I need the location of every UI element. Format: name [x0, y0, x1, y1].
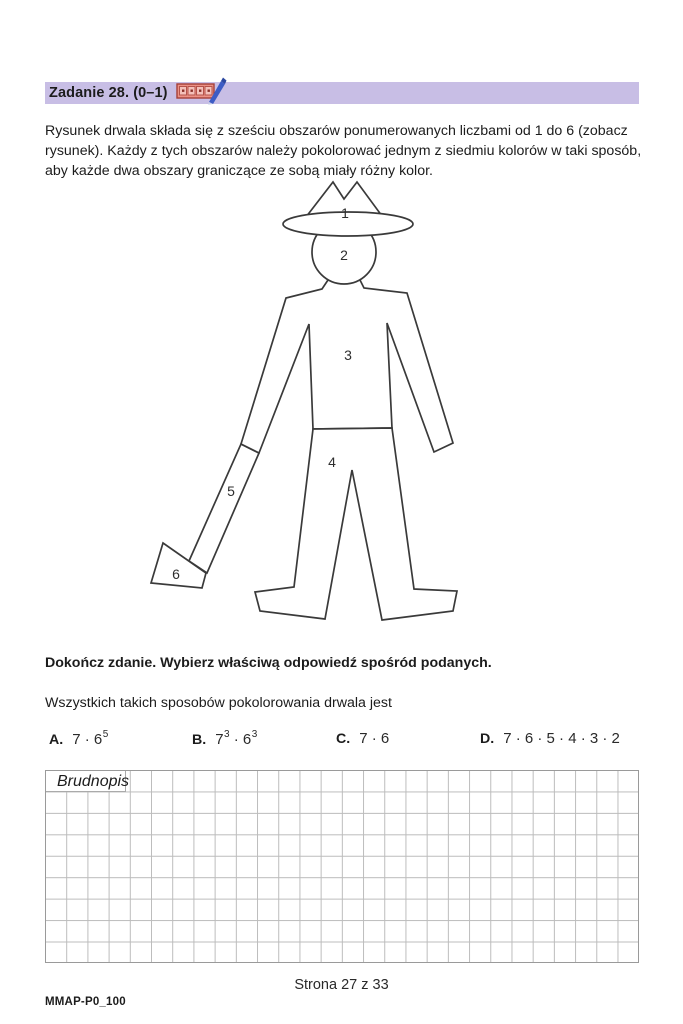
answer-option-a — [49, 730, 108, 748]
answer-option-d — [480, 730, 620, 747]
answer-expression: 7 · 6 · 5 · 4 · 3 · 2 — [503, 730, 620, 747]
answer-option-c — [336, 730, 389, 747]
task-header-bar — [45, 82, 639, 104]
question-instruction: Dokończ zdanie. Wybierz właściwą odpowiedź spośród podanych. — [45, 655, 492, 671]
task-title: Zadanie 28. (0–1) — [49, 85, 168, 101]
answer-options-row — [0, 730, 683, 754]
region-3-torso-arms — [241, 274, 453, 453]
lumberjack-figure — [140, 170, 480, 640]
answer-letter: D. — [480, 731, 495, 747]
sheet-code: MMAP-P0_100 — [45, 996, 126, 1008]
answer-letter: B. — [192, 732, 207, 748]
answer-card-pen-icon — [175, 75, 229, 105]
answer-letter: C. — [336, 731, 351, 747]
region-label-1: 1 — [341, 205, 349, 221]
answer-expression: $7 \cdot 6^5$ — [72, 729, 109, 748]
region-4-legs — [255, 428, 457, 620]
answer-expression: $7^3 \cdot 6^3$ — [215, 729, 258, 748]
scratchpad-label: Brudnopis — [46, 771, 126, 792]
region-label-3: 3 — [344, 347, 352, 363]
region-label-4: 4 — [328, 454, 336, 470]
region-label-6: 6 — [172, 566, 180, 582]
region-label-2: 2 — [340, 247, 348, 263]
scratchpad-grid — [45, 770, 639, 963]
region-label-5: 5 — [227, 483, 235, 499]
answer-expression: 7 · 6 — [359, 730, 390, 747]
page-number: Strona 27 z 33 — [294, 977, 389, 993]
answer-letter: A. — [49, 732, 64, 748]
question-stem: Wszystkich takich sposobów pokolorowania drwala jest — [45, 695, 392, 711]
answer-option-b — [192, 730, 257, 748]
task-statement: Rysunek drwala składa się z sześciu obszarów ponumerowanych liczbami od 1 do 6 (zobacz rysunek). Każdy z tych obszarów należy pokolorować jednym z siedmiu kolorów w taki sposób, aby każde dwa obszary graniczące ze sobą miały różny kolor. — [45, 123, 642, 180]
region-5-axe-handle — [189, 444, 259, 573]
